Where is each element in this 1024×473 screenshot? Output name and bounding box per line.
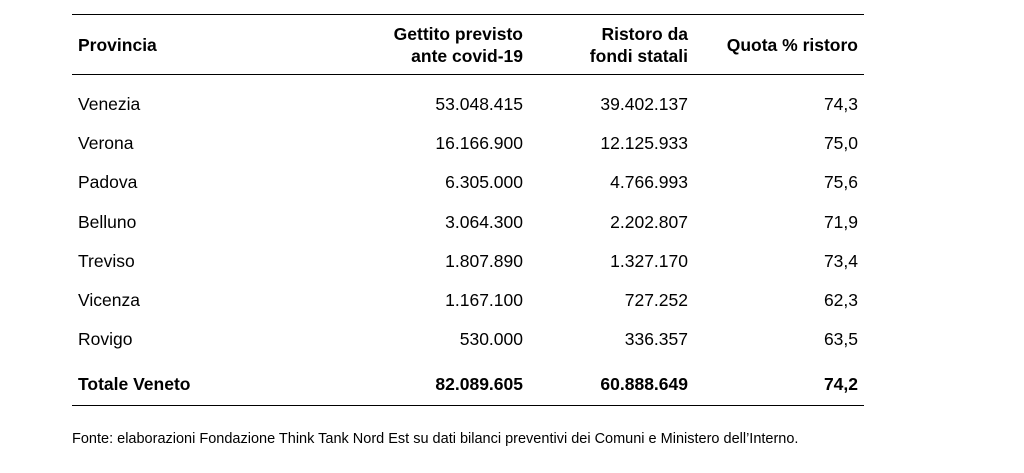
cell-provincia: Totale Veneto xyxy=(78,374,191,395)
header-ristoro-line-1: Ristoro da xyxy=(601,23,688,44)
cell-gettito: 1.167.100 xyxy=(445,290,523,311)
cell-gettito: 6.305.000 xyxy=(445,172,523,193)
cell-ristoro: 727.252 xyxy=(624,290,688,311)
table-row xyxy=(72,242,864,281)
table-row xyxy=(72,75,864,124)
cell-provincia: Treviso xyxy=(78,250,135,271)
cell-quota: 73,4 xyxy=(823,250,858,271)
cell-quota: 62,3 xyxy=(823,290,858,311)
cell-gettito: 16.166.900 xyxy=(435,133,523,154)
cell-ristoro: 12.125.933 xyxy=(600,133,688,154)
header-gettito-line-1: Gettito previsto xyxy=(393,23,523,44)
header-quota: Quota % ristoro xyxy=(726,34,858,55)
cell-ristoro: 60.888.649 xyxy=(600,374,688,395)
data-table-container xyxy=(72,14,864,406)
table-row xyxy=(72,163,864,202)
table-header xyxy=(72,15,864,75)
cell-ristoro: 2.202.807 xyxy=(610,211,688,232)
header-provincia: Provincia xyxy=(78,34,157,55)
table-row xyxy=(72,320,864,359)
cell-gettito: 530.000 xyxy=(459,329,523,350)
cell-provincia: Venezia xyxy=(78,94,141,115)
cell-quota: 63,5 xyxy=(823,329,858,350)
bottom-rule xyxy=(72,405,864,406)
source-note: Fonte: elaborazioni Fondazione Think Tank Nord Est su dati bilanci preventivi dei Comuni e Ministero dell’Interno. xyxy=(72,431,799,447)
provinces-table xyxy=(72,15,864,405)
cell-gettito: 53.048.415 xyxy=(435,94,523,115)
header-ristoro xyxy=(529,15,694,75)
table-body xyxy=(72,75,864,405)
cell-provincia: Verona xyxy=(78,133,134,154)
cell-provincia: Padova xyxy=(78,172,138,193)
cell-ristoro: 336.357 xyxy=(624,329,688,350)
cell-quota: 75,0 xyxy=(823,133,858,154)
table-row xyxy=(72,124,864,163)
table-row xyxy=(72,203,864,242)
cell-ristoro: 4.766.993 xyxy=(610,172,688,193)
cell-quota: 75,6 xyxy=(823,172,858,193)
header-gettito xyxy=(322,15,529,75)
cell-quota: 71,9 xyxy=(823,211,858,232)
cell-gettito: 82.089.605 xyxy=(435,374,523,395)
cell-provincia: Belluno xyxy=(78,211,137,232)
cell-gettito: 1.807.890 xyxy=(445,250,523,271)
header-gettito-line-2: ante covid-19 xyxy=(411,45,523,66)
total-row xyxy=(72,359,864,404)
header-ristoro-line-2: fondi statali xyxy=(589,45,688,66)
cell-quota: 74,3 xyxy=(823,94,858,115)
cell-quota: 74,2 xyxy=(823,374,858,395)
cell-ristoro: 39.402.137 xyxy=(600,94,688,115)
cell-provincia: Vicenza xyxy=(78,290,140,311)
cell-gettito: 3.064.300 xyxy=(445,211,523,232)
table-row xyxy=(72,281,864,320)
cell-ristoro: 1.327.170 xyxy=(610,250,688,271)
cell-provincia: Rovigo xyxy=(78,329,133,350)
